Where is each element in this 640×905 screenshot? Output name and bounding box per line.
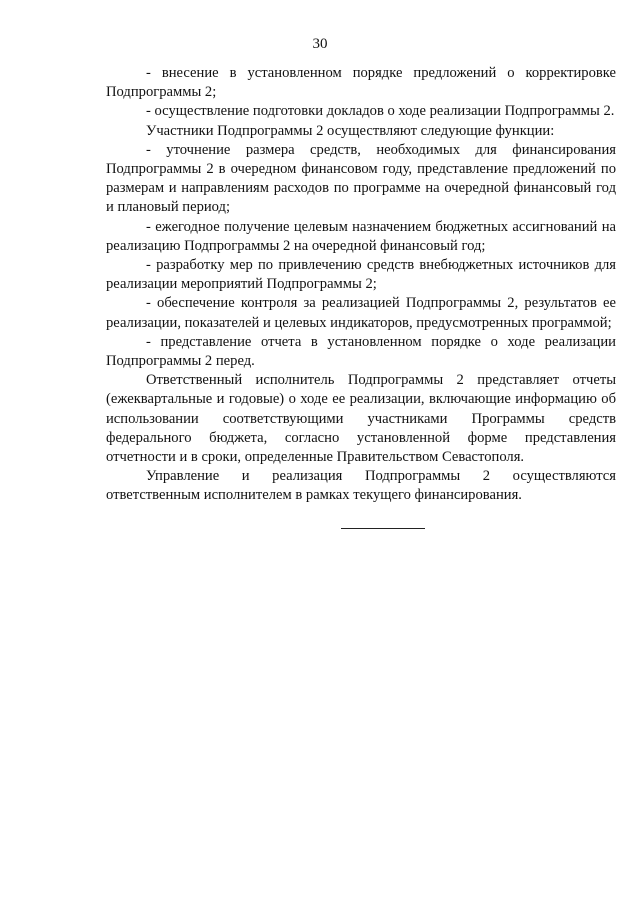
end-divider (341, 528, 425, 529)
paragraph-extrabudgetary-sources: - разработку мер по привлечению средств внебюджетных источников для реализации мероприятий Подпрограммы 2; (106, 257, 616, 293)
paragraph-reports-preparation: - осуществление подготовки докладов о ходе реализации Подпрограммы 2. (146, 103, 615, 120)
paragraph-proposals-correction: - внесение в установленном порядке предложений о корректировке Подпрограммы 2; (106, 65, 616, 101)
paragraph-funding-clarification: - уточнение размера средств, необходимых для финансирования Подпрограммы 2 в очередном финансовом году, представление предложений по размерам и направлениям расходов по программе на очередной финансовый год и плановый период; (106, 141, 616, 216)
paragraph-annual-allocations: - ежегодное получение целевым назначением бюджетных ассигнований на реализацию Подпрограммы 2 на очередной финансовый год; (106, 218, 616, 254)
paragraph-participants-intro: Участники Подпрограммы 2 осуществляют следующие функции: (146, 122, 555, 139)
paragraph-management-implementation: Управление и реализация Подпрограммы 2 осуществляются ответственным исполнителем в рамках текущего финансирования. (106, 468, 616, 504)
document-body (106, 64, 616, 506)
page-number: 30 (312, 36, 328, 52)
paragraph-responsible-executor-reports: Ответственный исполнитель Подпрограммы 2 представляет отчеты (ежеквартальные и годовые) о ходе ее реализации, включающие информацию об использовании соответствующими участниками Программы средств федерального бюджета, согласно установленной форме представления отчетности и в сроки, определенные Правительством Севастополя. (106, 372, 616, 466)
paragraph-implementation-control: - обеспечение контроля за реализацией Подпрограммы 2, результатов ее реализации, показателей и целевых индикаторов, предусмотренных программой; (106, 295, 616, 331)
paragraph-report-submission: - представление отчета в установленном порядке о ходе реализации Подпрограммы 2 перед. (106, 333, 616, 370)
